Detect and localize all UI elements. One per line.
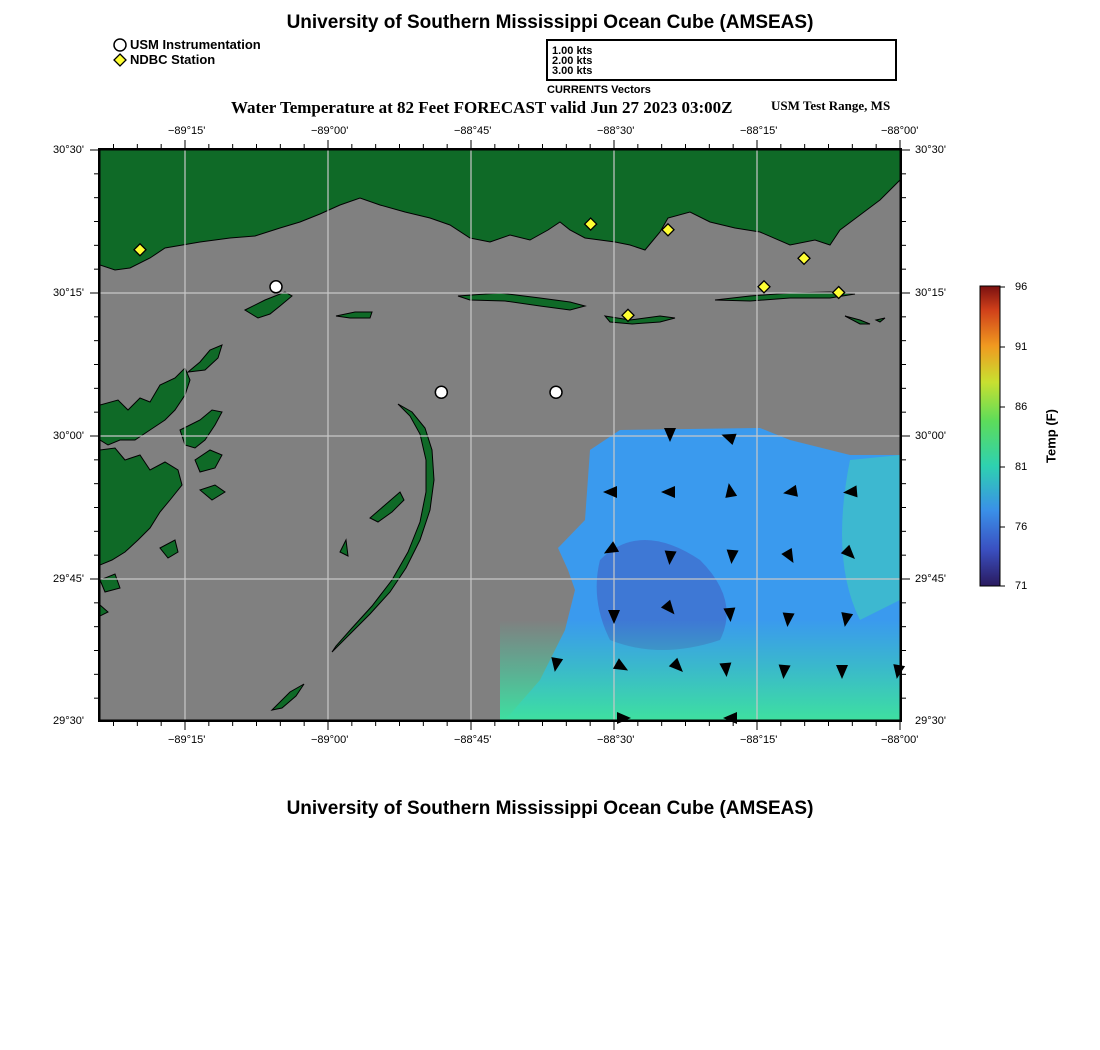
bottom-lon-tick: −89°15' — [168, 734, 206, 746]
scale-label-1: 1.00 kts — [552, 45, 593, 57]
ndbc-legend-symbol — [114, 54, 126, 66]
colorbar-tick-label: 96 — [1015, 281, 1028, 293]
vector-scale-box — [546, 39, 897, 81]
usm-station-marker[interactable] — [435, 386, 447, 398]
temperature-east-band — [842, 455, 900, 620]
right-lat-tick: 30°00' — [915, 430, 946, 442]
bottom-lon-tick: −88°45' — [454, 734, 492, 746]
bottom-lon-tick: −89°00' — [311, 734, 349, 746]
page-title: University of Southern Mississippi Ocean Cube (AMSEAS) — [286, 12, 814, 33]
left-lat-tick: 30°30' — [53, 144, 84, 156]
colorbar-label: Temp (F) — [1043, 409, 1059, 463]
bottom-lon-tick: −88°00' — [881, 734, 919, 746]
usm-legend-symbol — [114, 39, 126, 51]
scale-label-3: 3.00 kts — [552, 65, 593, 77]
top-lon-tick: −88°30' — [597, 125, 635, 137]
colorbar-ticks — [1000, 287, 1005, 586]
right-lat-tick: 30°15' — [915, 287, 946, 299]
top-lon-tick: −88°15' — [740, 125, 778, 137]
colorbar-tick-label: 81 — [1015, 461, 1028, 473]
left-lat-tick: 29°45' — [53, 573, 84, 585]
left-lat-tick: 29°30' — [53, 715, 84, 727]
colorbar-tick-label: 71 — [1015, 580, 1028, 592]
usm-station-marker[interactable] — [270, 281, 282, 293]
map-region-label: USM Test Range, MS — [771, 98, 891, 113]
top-lon-tick: −89°00' — [311, 125, 349, 137]
legend-ndbc — [130, 52, 215, 67]
colorbar-tick-label: 91 — [1015, 341, 1028, 353]
vector-scale-label: CURRENTS Vectors — [547, 84, 651, 96]
usm-station-marker[interactable] — [550, 386, 562, 398]
bottom-lon-tick: −88°30' — [597, 734, 635, 746]
scale-label-2: 2.00 kts — [552, 55, 593, 67]
map-subtitle: Water Temperature at 82 Feet FORECAST valid Jun 27 2023 03:00Z — [231, 98, 733, 117]
colorbar-tick-label: 76 — [1015, 521, 1028, 533]
top-lon-tick: −88°00' — [881, 125, 919, 137]
legend-usm-label: USM Instrumentation — [130, 37, 261, 52]
colorbar-tick-label: 86 — [1015, 401, 1028, 413]
bottom-lon-tick: −88°15' — [740, 734, 778, 746]
top-lon-tick: −89°15' — [168, 125, 206, 137]
right-lat-tick: 30°30' — [915, 144, 946, 156]
right-lat-tick: 29°45' — [915, 573, 946, 585]
footer-title: University of Southern Mississippi Ocean Cube (AMSEAS) — [286, 798, 814, 819]
left-lat-tick: 30°15' — [53, 287, 84, 299]
colorbar — [980, 286, 1000, 586]
top-lon-tick: −88°45' — [454, 125, 492, 137]
right-lat-tick: 29°30' — [915, 715, 946, 727]
left-lat-tick: 30°00' — [53, 430, 84, 442]
legend-ndbc-label: NDBC Station — [130, 52, 216, 67]
legend-usm — [130, 37, 261, 52]
